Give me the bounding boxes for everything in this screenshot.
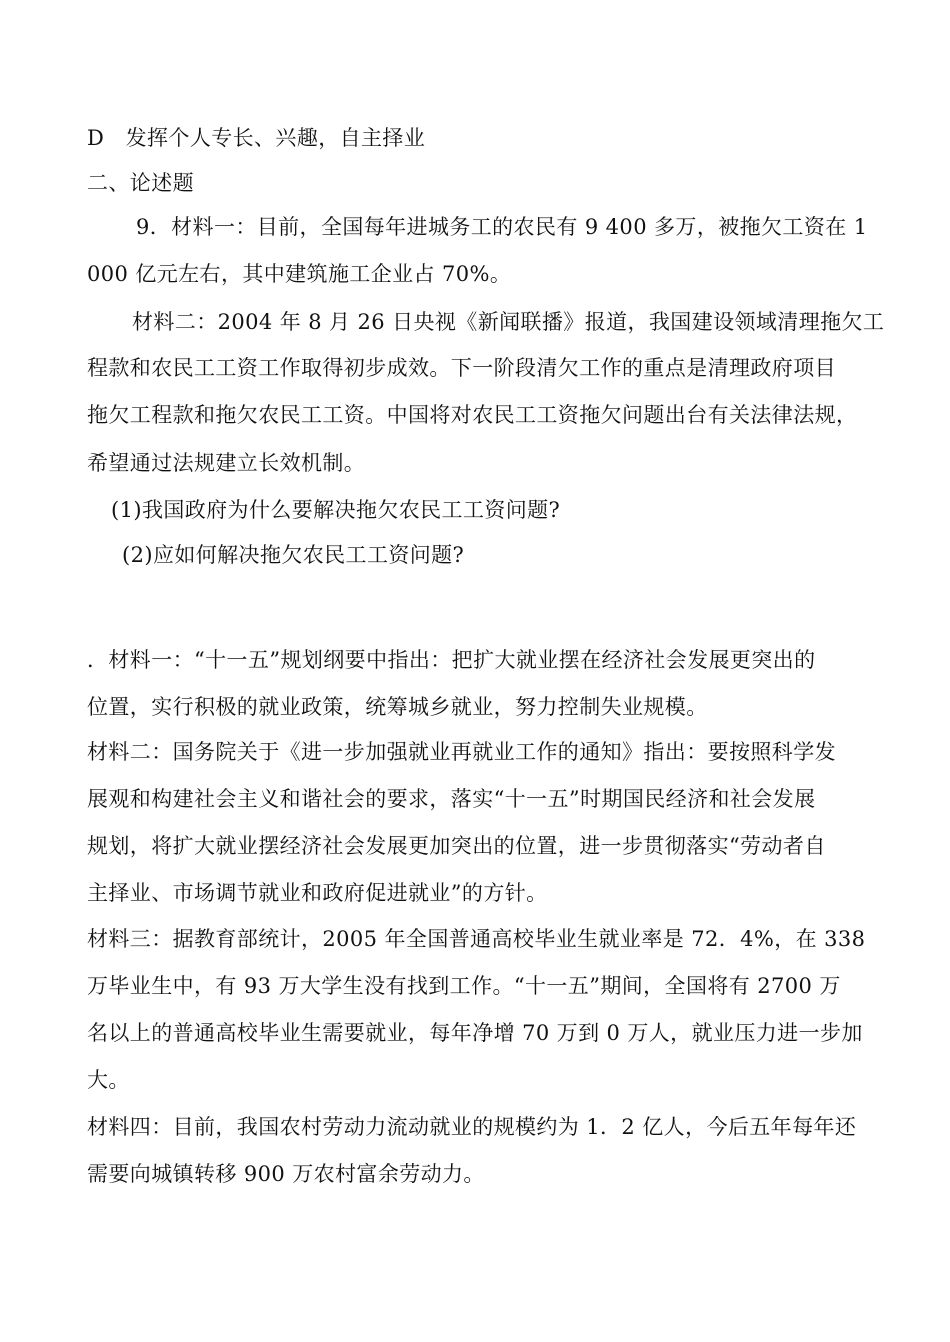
q9-material2-line-1: 材料二：2004 年 8 月 26 日央视《新闻联播》报道，我国建设领域清理拖欠工 [132,310,885,334]
q10-material3-line-4: 大。 [87,1068,130,1092]
q10-material4-line-2: 需要向城镇转移 900 万农村富余劳动力。 [87,1162,485,1186]
q10-material4-line-1: 材料四：目前，我国农村劳动力流动就业的规模约为 1．2 亿人，今后五年每年还 [87,1115,857,1139]
q10-material2-line-2: 展观和构建社会主义和谐社会的要求，落实“十一五”时期国民经济和社会发展 [87,787,816,811]
q9-line-1: 9．材料一：目前，全国每年进城务工的农民有 9 400 多万，被拖欠工资在 1 [136,215,868,239]
q10-material3-line-2: 万毕业生中，有 93 万大学生没有找到工作。“十一五”期间，全国将有 2700 万 [87,974,841,998]
q10-material1-line-1: ．材料一：“十一五”规划纲要中指出：把扩大就业摆在经济社会发展更突出的 [87,648,816,672]
q10-material1-line-2: 位置，实行积极的就业政策，统筹城乡就业，努力控制失业规模。 [87,695,708,719]
q10-material2-line-3: 规划，将扩大就业摆经济社会发展更加突出的位置，进一步贯彻落实“劳动者自 [87,834,826,858]
q10-material2-line-1: 材料二：国务院关于《进一步加强就业再就业工作的通知》指出：要按照科学发 [87,740,836,764]
q9-material2-line-3: 拖欠工程款和拖欠农民工工资。中国将对农民工工资拖欠问题出台有关法律法规， [87,403,858,427]
q9-material2-line-4: 希望通过法规建立长效机制。 [87,451,366,475]
q10-material2-line-4: 主择业、市场调节就业和政府促进就业”的方针。 [87,881,548,905]
q10-material3-line-1: 材料三：据教育部统计，2005 年全国普通高校毕业生就业率是 72．4%，在 338 [87,927,866,951]
section-title: 二、论述题 [87,171,194,195]
q9-question-2: (2)应如何解决拖欠农民工工资问题? [122,543,465,567]
q9-material2-line-2: 程款和农民工工资工作取得初步成效。下一阶段清欠工作的重点是清理政府项目 [87,356,836,380]
q10-material3-line-3: 名以上的普通高校毕业生需要就业，每年净增 70 万到 0 万人，就业压力进一步加 [87,1021,863,1045]
option-d-line: D 发挥个人专长、兴趣，自主择业 [87,126,426,150]
q9-line-2: 000 亿元左右，其中建筑施工企业占 70%。 [87,262,512,286]
q9-question-1: (1)我国政府为什么要解决拖欠农民工工资问题? [111,498,561,522]
